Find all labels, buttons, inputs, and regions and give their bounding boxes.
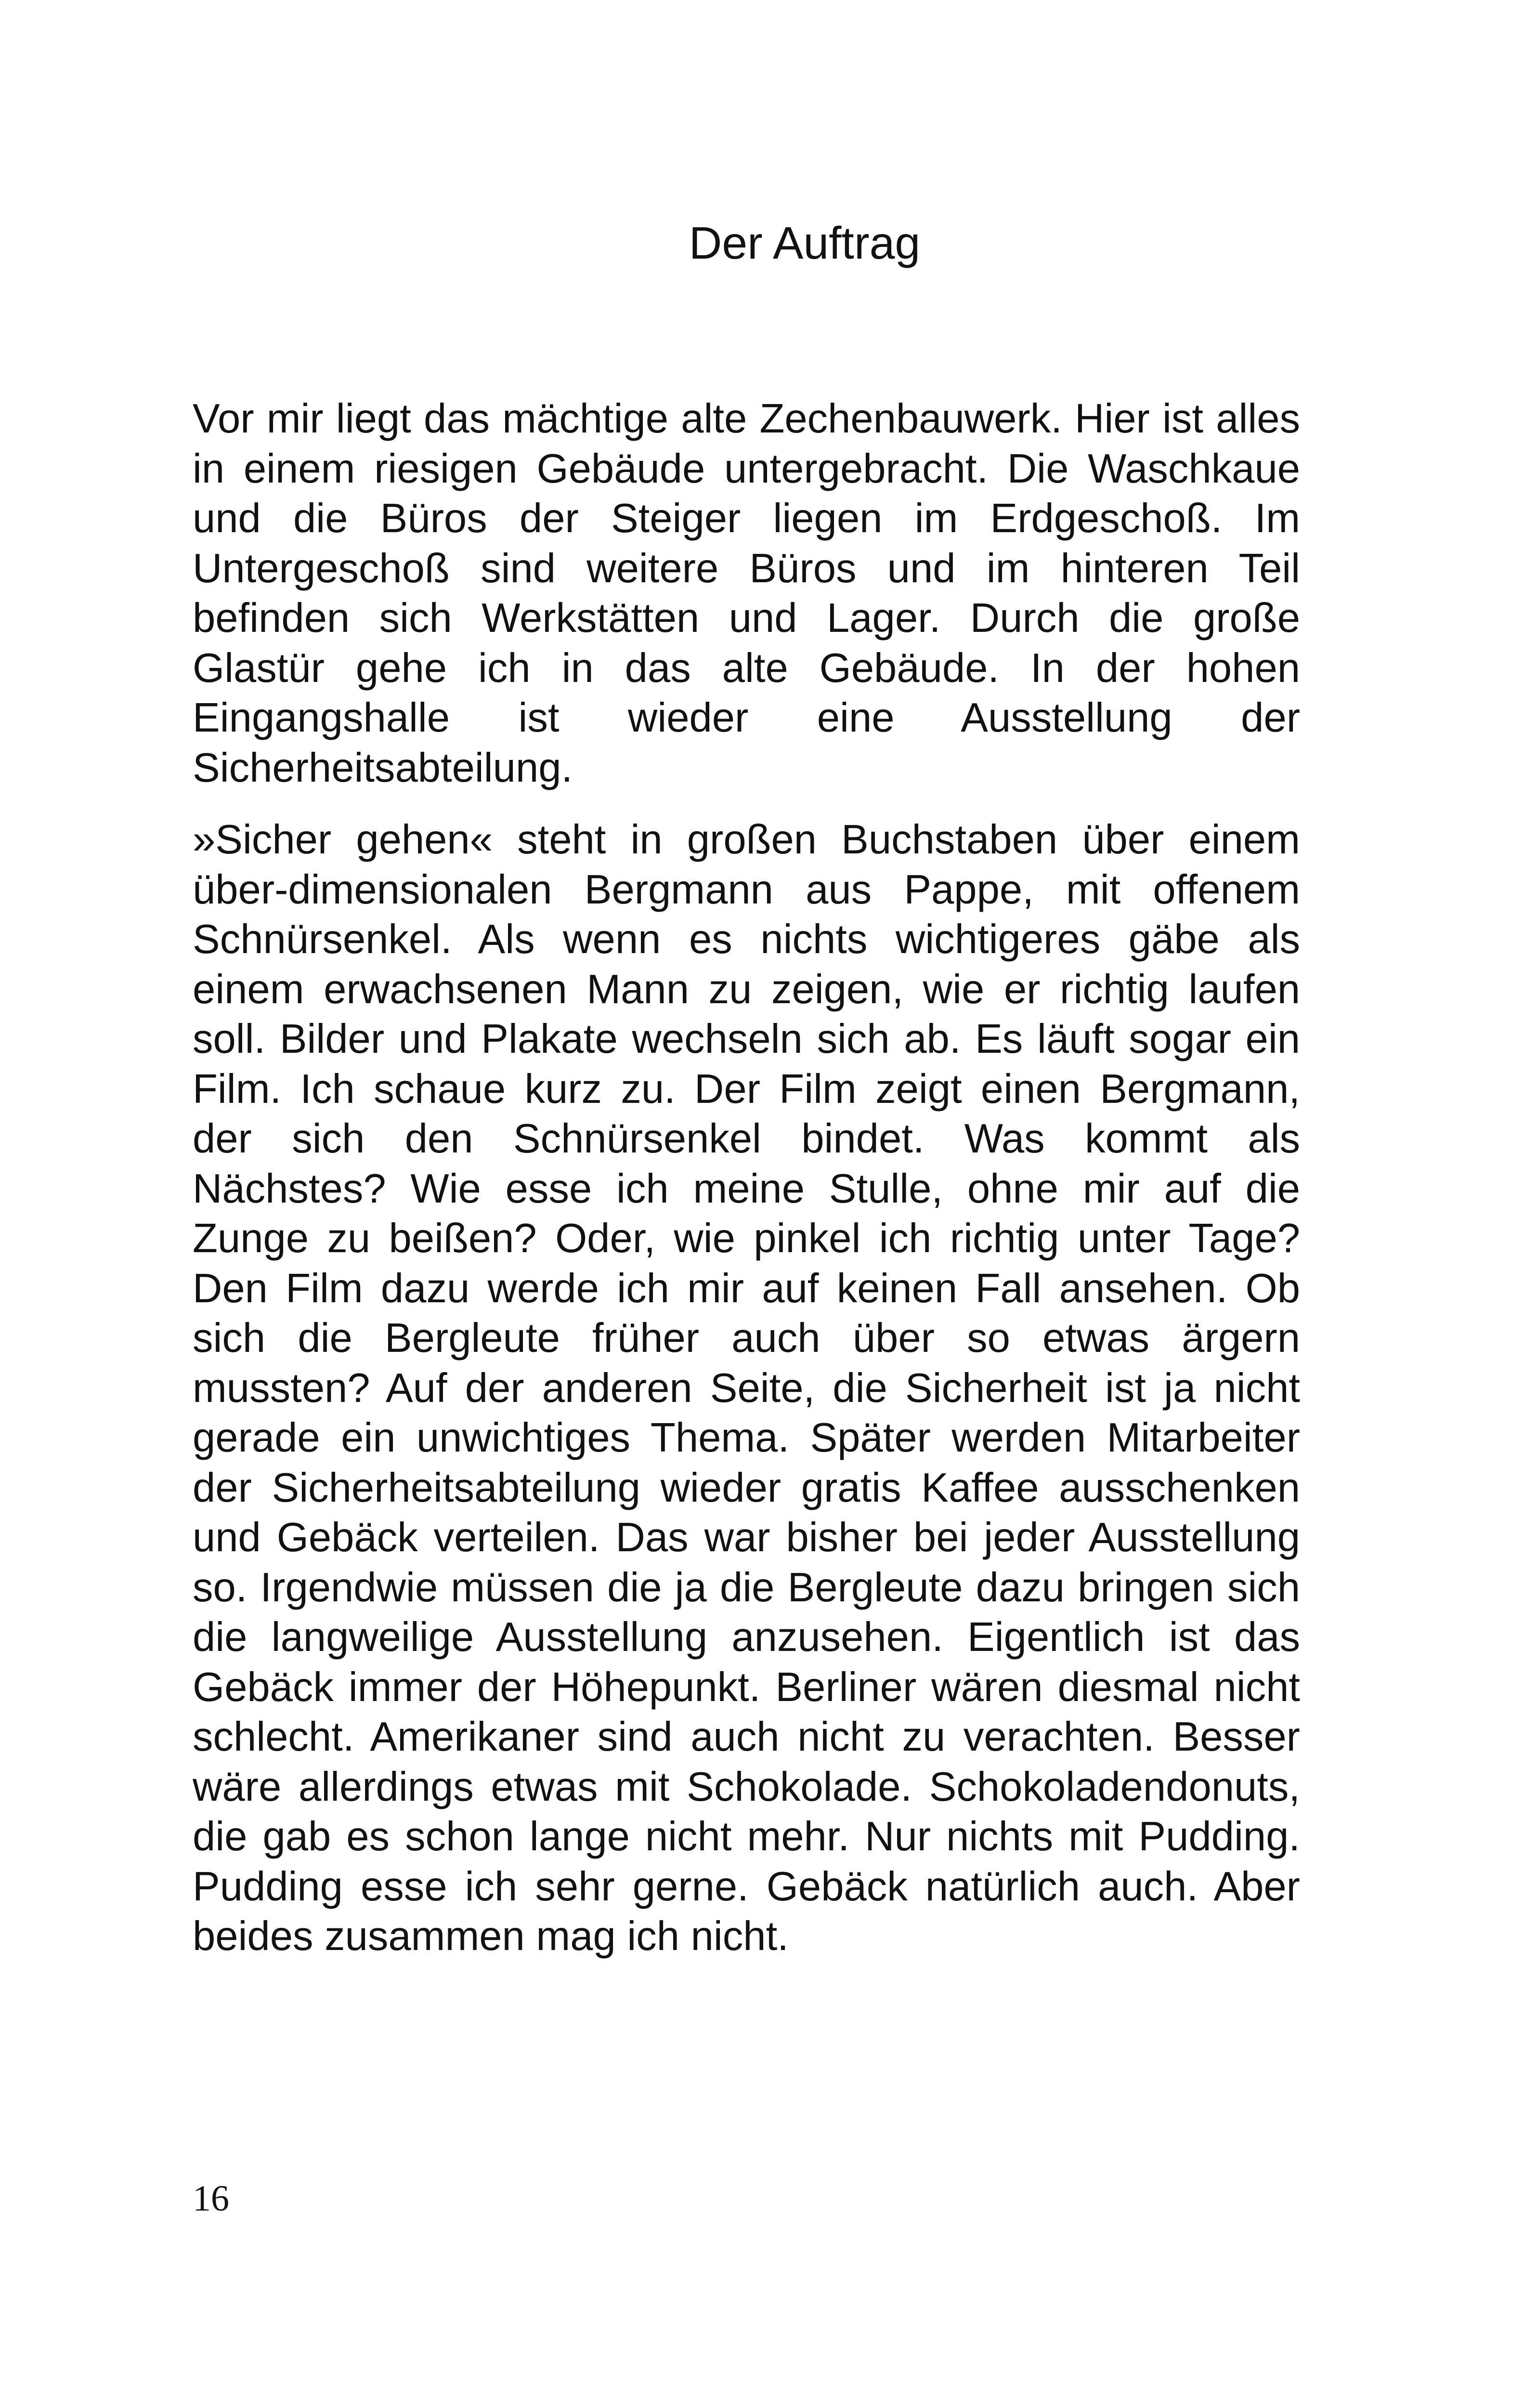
paragraph-1: Vor mir liegt das mächtige alte Zechenbauwerk. Hier ist alles in einem riesigen Gebäude untergebracht. Die Waschkaue und die Büros der Steiger liegen im Erdgeschoß. Im Untergeschoß sind weitere Büros und im hinteren Teil befinden sich Werkstätten und Lager. Durch die große Glastür gehe ich in das alte Gebäude. In der hohen Eingangshalle ist wieder eine Ausstellung der Sicherheitsabteilung. xyxy=(193,396,1300,791)
chapter-title: Der Auftrag xyxy=(689,218,921,269)
paragraph-2: »Sicher gehen« steht in großen Buchstaben über einem über-dimensionalen Bergmann aus Pappe, mit offenem Schnürsenkel. Als wenn es nichts wichtigeres gäbe als einem erwachsenen Mann zu zeigen, wie er richtig laufen soll. Bilder und Plakate wechseln sich ab. Es läuft sogar ein Film. Ich schaue kurz zu. Der Film zeigt einen Bergmann, der sich den Schnürsenkel bindet. Was kommt als Nächstes? Wie esse ich meine Stulle, ohne mir auf die Zunge zu beißen? Oder, wie pinkel ich richtig unter Tage? Den Film dazu werde ich mir auf keinen Fall ansehen. Ob sich die Bergleute früher auch über so etwas ärgern mussten? Auf der anderen Seite, die Sicherheit ist ja nicht gerade ein unwichtiges Thema. Später werden Mitarbeiter der Sicherheitsabteilung wieder gratis Kaffee ausschenken und Gebäck verteilen. Das war bisher bei jeder Ausstellung so. Irgendwie müssen die ja die Bergleute dazu bringen sich die langweilige Ausstellung anzusehen. Eigentlich ist das Gebäck immer der Höhepunkt. Berliner wären diesmal nicht schlecht. Amerikaner sind auch nicht zu verachten. Besser wäre allerdings etwas mit Schokolade. Schokoladendonuts, die gab es schon lange nicht mehr. Nur nichts mit Pudding. Pudding esse ich sehr gerne. Gebäck natürlich auch. Aber beides zusammen mag ich nicht. xyxy=(193,817,1300,1959)
body-text xyxy=(193,394,1300,1962)
page-number: 16 xyxy=(193,2178,229,2219)
